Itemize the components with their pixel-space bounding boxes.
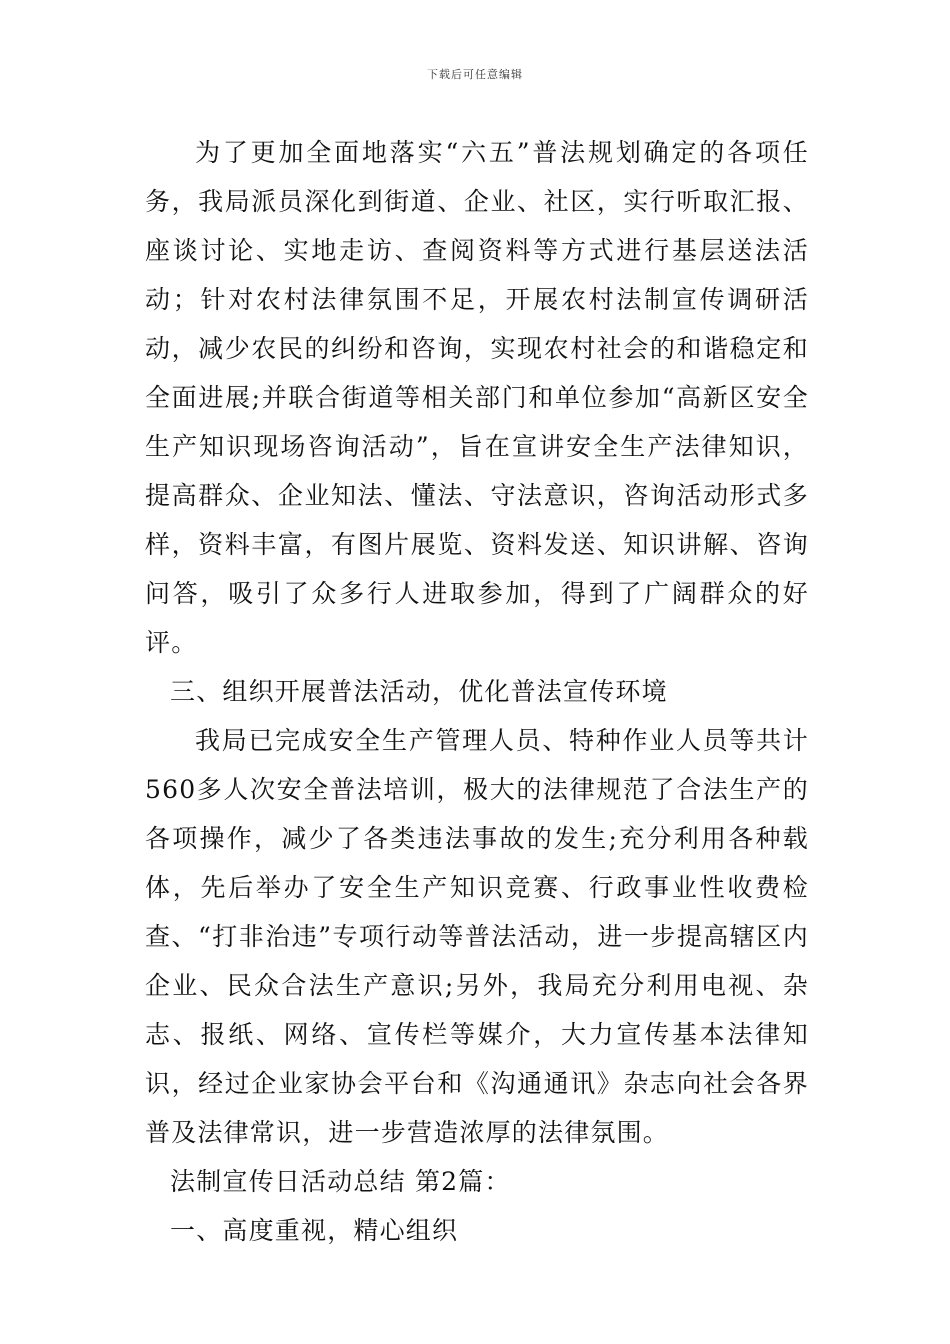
page-header-note: 下载后可任意编辑 (427, 68, 523, 81)
section-heading-three: 三、组织开展普法活动，优化普法宣传环境 (170, 677, 668, 706)
paragraph-legal-outreach: 为了更加全面地落实“六五”普法规划确定的各项任务，我局派员深化到街道、企业、社区，实行听取汇报、座谈讨论、实地走访、查阅资料等方式进行基层送法活动；针对农村法律氛围不足，开展农村法制宣传调研活动，减少农民的纠纷和咨询，实现农村社会的和谐稳定和全面进展;并联合街道等相关部门和单位参加“高新区安全生产知识现场咨询活动”，旨在宣讲安全生产法律知识，提高群众、企业知法、懂法、守法意识，咨询活动形式多样，资料丰富，有图片展览、资料发送、知识讲解、咨询问答，吸引了众多行人进取参加，得到了广阔群众的好评。 (145, 138, 809, 657)
paragraph-training: 我局已完成安全生产管理人员、特种作业人员等共计560多人次安全普法培训，极大的法律规范了合法生产的各项操作，减少了各类违法事故的发生;充分利用各种载体，先后举办了安全生产知识竞赛、行政事业性收费检查、“打非治违”专项行动等普法活动，进一步提高辖区内企业、民众合法生产意识;另外，我局充分利用电视、杂志、报纸、网络、宣传栏等媒介，大力宣传基本法律知识，经过企业家协会平台和《沟通通讯》杂志向社会各界普及法律常识，进一步营造浓厚的法律氛围。 (145, 726, 809, 1147)
article-title-part-two: 法制宣传日活动总结 第2篇： (170, 1167, 511, 1196)
document-body (145, 128, 809, 1255)
section-heading-one: 一、高度重视，精心组织 (170, 1216, 459, 1245)
